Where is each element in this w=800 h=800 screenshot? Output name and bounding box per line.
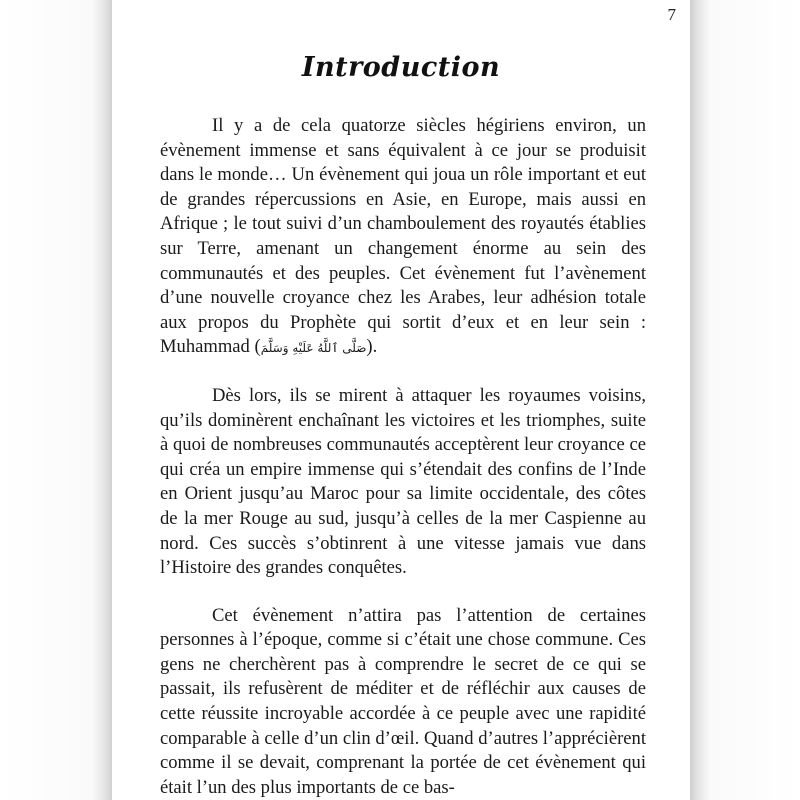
page-number: 7 [667, 5, 676, 24]
prophet-name: Muhammad [160, 336, 250, 358]
paragraph-1-text: Il y a de cela quatorze siècles hégiriens environ, un évènement immense et sans équivalent à ce jour se produisit dans le monde… Un évènement qui joua un rôle important et eut de grandes répercussions en Asie, en Europe, mais aussi en Afrique ; le tout suivi d’un chamboulement des royautés établies sur Terre, amenant un changement énorme au sein des communautés et des peuples. Cet évènement fut l’avènement d’une nouvelle croyance chez les Arabes, leur adhésion totale aux propos du Prophète qui sortit d’eux et en leur sein : [160, 115, 646, 333]
paragraph-1: Il y a de cela quatorze siècles hégiriens environ, un évènement immense et sans équivalent à ce jour se produisit dans le monde… Un évènement qui joua un rôle important et eut de grandes répercussions en Asie, en Europe, mais aussi en Afrique ; le tout suivi d’un chamboulement des royautés établies sur Terre, amenant un changement énorme au sein des communautés et des peuples. Cet évènement fut l’avènement d’une nouvelle croyance chez les Arabes, leur adhésion totale aux propos du Prophète qui sortit d’eux et en leur sein : Muhammad (صَلَّى ٱللَّهُ عَلَيْهِ وَسَلَّمَ). [160, 115, 646, 358]
body-text [160, 114, 646, 800]
arabic-honorific: صَلَّى ٱللَّهُ عَلَيْهِ وَسَلَّمَ [260, 341, 367, 356]
chapter-title: Introduction [301, 52, 501, 83]
right-page-edge [688, 0, 800, 800]
paragraph-3: Cet évènement n’attira pas l’attention de certaines personnes à l’époque, comme si c’était une chose commune. Ces gens ne cherchèrent pas à comprendre le secret de ce qui se passait, ils refusèrent de méditer et de réfléchir aux causes de cette réussite incroyable accordée à ce peuple avec une rapidité comparable à celle d’un clin d’œil. Quand d’autres l’apprécièrent comme il se devait, comprenant la portée de cet évènement qui était l’un des plus importants de ce bas- [160, 604, 646, 798]
paragraph-2: Dès lors, ils se mirent à attaquer les royaumes voisins, qu’ils dominèrent enchaînant les victoires et les triomphes, suite à quoi de nombreuses communautés acceptèrent leur croyance ce qui créa un empire immense qui s’étendait des confins de l’Inde en Orient jusqu’au Maroc pour sa limite occidentale, des côtes de la mer Rouge au sud, jusqu’à celles de la mer Caspienne au nord. Ces succès s’obtinrent à une vitesse jamais vue dans l’Histoire des grandes conquêtes. [160, 384, 646, 579]
paragraph-1-end: . [372, 336, 378, 358]
left-page-edge [0, 0, 115, 800]
book-page [112, 0, 690, 800]
